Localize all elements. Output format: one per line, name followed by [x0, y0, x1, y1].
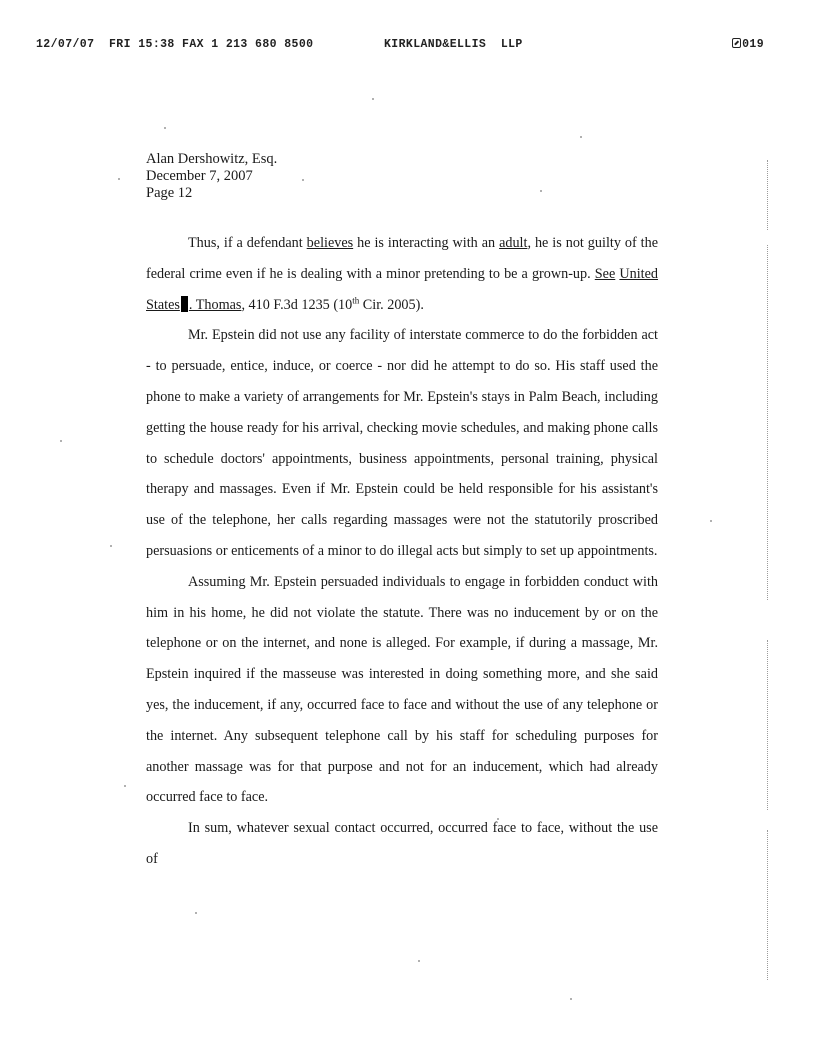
scan-speck: [497, 818, 499, 820]
scan-speck: [118, 178, 120, 180]
scan-speck: [710, 520, 712, 522]
scan-margin-line: [767, 640, 768, 810]
text-run: he is interacting with an: [353, 235, 500, 251]
scan-speck: [195, 912, 197, 914]
text-run: , he is not guilty of the federal crime even if he is dealing with a minor pretending to be a grown-up.: [146, 235, 658, 282]
underlined-term-believes: believes: [306, 235, 354, 251]
fax-page-number: 019: [742, 38, 764, 51]
text-run: Thus, if a defendant: [188, 235, 307, 251]
fax-header: [36, 38, 764, 56]
underlined-term-adult: adult: [499, 235, 528, 251]
letter-date: December 7, 2007: [146, 168, 253, 184]
scan-speck: [418, 960, 420, 962]
letter-page-number: Page 12: [146, 185, 193, 201]
case-name-part-2: . Thomas: [188, 296, 242, 313]
citation-signal-see: See: [594, 265, 616, 282]
scan-speck: [124, 785, 126, 787]
paragraph-3: Assuming Mr. Epstein persuaded individuals to engage in forbidden conduct with him in his home, he did not violate the statute. There was no inducement by or on the telephone or on the internet, and none is alleged. For example, if during a massage, Mr. Epstein inquired if the masseuse was interested in doing something more, and she said yes, the inducement, if any, occurred face to face and without the use of any telephone or the internet. Any subsequent telephone call by his staff for scheduling purposes for another massage was for that purpose and not for an inducement, which had already occurred face to face.: [146, 573, 658, 806]
scan-speck: [540, 190, 542, 192]
scan-speck: [302, 179, 304, 181]
scan-margin-line: [767, 245, 768, 600]
paragraph-2: Mr. Epstein did not use any facility of interstate commerce to do the forbidden act - to persuade, entice, induce, or coerce - nor did he attempt to do so. His staff used the phone to make a variety of arrangements for Mr. Epstein's stays in Palm Beach, including getting the house ready for his arrival, checking movie schedules, and making phone calls to schedule doctors' appointments, business appointments, personal training, physical therapy and massages. Even if Mr. Epstein could be held responsible for his assistant's use of the telephone, her calls regarding massages were not the statutorily proscribed persuasions or enticements of a minor to do illegal acts but simply to set up appointments.: [146, 327, 658, 559]
paragraph-4: In sum, whatever sexual contact occurred, occurred face to face, without the use of: [146, 820, 658, 867]
fax-page-indicator: [732, 38, 764, 51]
paragraph-1: [146, 228, 658, 320]
scan-speck: [580, 136, 582, 138]
letter-body: [146, 228, 658, 875]
scan-speck: [570, 998, 572, 1000]
scan-speck: [164, 127, 166, 129]
scan-speck: [372, 98, 374, 100]
scan-speck: [110, 545, 112, 547]
case-name-part-1: United States: [146, 265, 659, 313]
text-run: , 410 F.3d 1235 (10: [241, 296, 353, 313]
scan-margin-line: [767, 830, 768, 980]
text-run: Cir. 2005).: [359, 296, 424, 313]
fax-page-icon: [732, 38, 741, 48]
letter-heading: [146, 151, 277, 202]
superscript-th: th: [352, 294, 360, 305]
scan-speck: [60, 440, 62, 442]
redaction-block: [181, 296, 188, 312]
fax-datetime-number: 12/07/07 FRI 15:38 FAX 1 213 680 8500: [36, 38, 314, 51]
recipient-name: Alan Dershowitz, Esq.: [146, 151, 278, 167]
scan-margin-line: [767, 160, 768, 230]
fax-firm-name: KIRKLAND&ELLIS LLP: [384, 38, 523, 51]
